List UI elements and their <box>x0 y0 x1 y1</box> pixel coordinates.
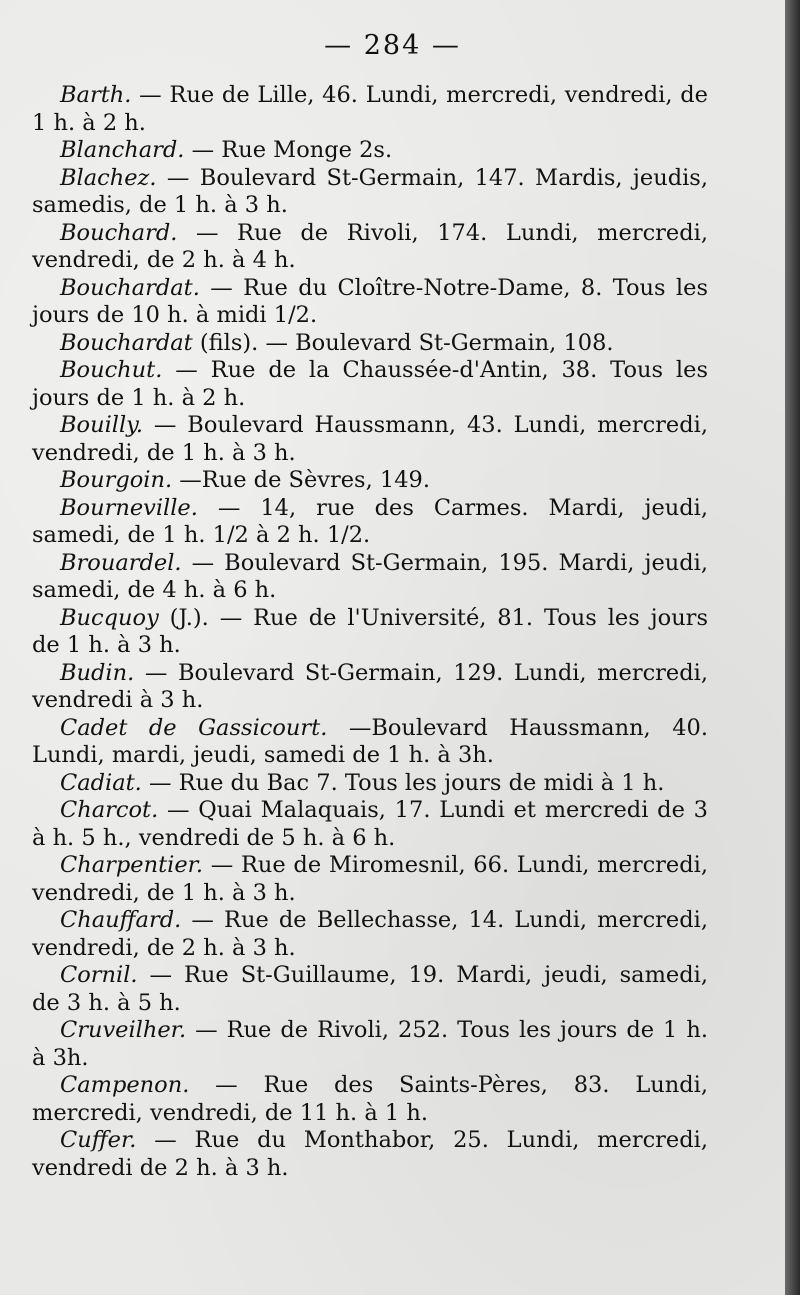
entry-details: —Boulevard Haussmann, 40. Lundi, mardi, jeudi, samedi de 1 h. à 3h. <box>32 714 708 768</box>
entry-details: — Rue de Bellechasse, 14. Lundi, mercredi, vendredi, de 2 h. à 3 h. <box>32 907 708 961</box>
directory-entry <box>32 852 708 907</box>
entry-name: Budin. <box>60 659 135 686</box>
entry-details: — Rue des Saints-Pères, 83. Lundi, mercredi, vendredi, de 11 h. à 1 h. <box>32 1072 708 1126</box>
entry-details: — Rue de Rivoli, 174. Lundi, mercredi, vendredi, de 2 h. à 4 h. <box>32 219 708 273</box>
entry-name: Cornil. <box>60 962 138 988</box>
directory-entry <box>32 770 708 798</box>
directory-entry <box>32 82 708 137</box>
page-edge-shadow <box>785 0 800 1295</box>
entry-name: Campenon. <box>60 1072 190 1098</box>
directory-entry <box>32 1017 708 1072</box>
directory-entry <box>32 330 708 358</box>
entry-details: — Rue de la Chaussée-d'Antin, 38. Tous les jours de 1 h. à 2 h. <box>32 357 708 411</box>
entry-name: Cadet de Gassicourt. <box>60 714 328 741</box>
entry-name: Cruveilher. <box>60 1017 187 1043</box>
directory-entry <box>32 715 708 770</box>
entry-details: — Boulevard St-Germain, 195. Mardi, jeudi, samedi, de 4 h. à 6 h. <box>32 549 708 603</box>
entry-details: — 14, rue des Carmes. Mardi, jeudi, samedi, de 1 h. 1/2 à 2 h. 1/2. <box>32 494 708 548</box>
entry-details: —Rue de Sèvres, 149. <box>172 467 431 493</box>
entry-name: Bourgoin. <box>60 467 173 493</box>
directory-entry <box>32 495 708 550</box>
directory-entry <box>32 467 708 495</box>
page-number: — 284 — <box>324 30 461 61</box>
entry-details: — Rue de Rivoli, 252. Tous les jours de 1 h. à 3h. <box>32 1017 708 1071</box>
entry-details: (fils). — Boulevard St-Germain, 108. <box>192 329 614 356</box>
entry-details: — Rue Monge 2s. <box>184 137 393 163</box>
entry-name: Blachez. <box>60 164 157 191</box>
entry-details: — Rue du Bac 7. Tous les jours de midi à 1 h. <box>141 769 665 796</box>
entry-details: — Boulevard St-Germain, 129. Lundi, mercredi, vendredi à 3 h. <box>32 659 708 713</box>
directory-entry <box>32 907 708 962</box>
entry-name: Bouchut. <box>60 357 163 383</box>
entry-details: — Rue de Miromesnil, 66. Lundi, mercredi, vendredi, de 1 h. à 3 h. <box>32 852 708 906</box>
entry-details: — Rue St-Guillaume, 19. Mardi, jeudi, samedi, de 3 h. à 5 h. <box>32 962 708 1016</box>
directory-entry <box>32 660 708 715</box>
directory-entries <box>32 82 708 1182</box>
directory-entry <box>32 412 708 467</box>
entry-name: Barth. <box>60 82 132 108</box>
entry-name: Charpentier. <box>60 852 204 878</box>
entry-name: Bouchardat. <box>60 274 200 301</box>
entry-details: — Rue du Monthabor, 25. Lundi, mercredi, vendredi de 2 h. à 3 h. <box>32 1127 708 1181</box>
directory-entry <box>32 137 708 165</box>
directory-entry <box>32 165 708 220</box>
entry-name: Bouilly. <box>60 412 144 438</box>
directory-entry <box>32 220 708 275</box>
directory-entry <box>32 605 708 660</box>
entry-name: Cuffer. <box>60 1127 137 1153</box>
entry-name: Bouchardat <box>60 329 193 356</box>
entry-name: Blanchard. <box>60 137 185 163</box>
entry-name: Bouchard. <box>60 219 178 246</box>
directory-entry <box>32 962 708 1017</box>
entry-details: — Rue du Cloître-Notre-Dame, 8. Tous les jours de 10 h. à midi 1/2. <box>32 274 708 328</box>
entry-name: Brouardel. <box>60 549 182 576</box>
directory-entry <box>32 797 708 852</box>
directory-entry <box>32 1072 708 1127</box>
entry-details: — Quai Malaquais, 17. Lundi et mercredi de 3 à h. 5 h., vendredi de 5 h. à 6 h. <box>32 797 708 851</box>
entry-name: Charcot. <box>60 797 159 823</box>
entry-details: — Boulevard St-Germain, 147. Mardis, jeudis, samedis, de 1 h. à 3 h. <box>32 164 708 218</box>
entry-details: (J.). — Rue de l'Université, 81. Tous les jours de 1 h. à 3 h. <box>32 604 708 658</box>
directory-entry <box>32 357 708 412</box>
directory-entry <box>32 1127 708 1182</box>
entry-name: Chauffard. <box>60 907 182 933</box>
directory-entry <box>32 550 708 605</box>
entry-details: — Rue de Lille, 46. Lundi, mercredi, vendredi, de 1 h. à 2 h. <box>32 82 708 136</box>
entry-details: — Boulevard Haussmann, 43. Lundi, mercredi, vendredi, de 1 h. à 3 h. <box>32 412 708 466</box>
directory-entry <box>32 275 708 330</box>
entry-name: Cadiat. <box>60 769 142 796</box>
entry-name: Bourneville. <box>60 494 198 521</box>
entry-name: Bucquoy <box>60 604 159 631</box>
